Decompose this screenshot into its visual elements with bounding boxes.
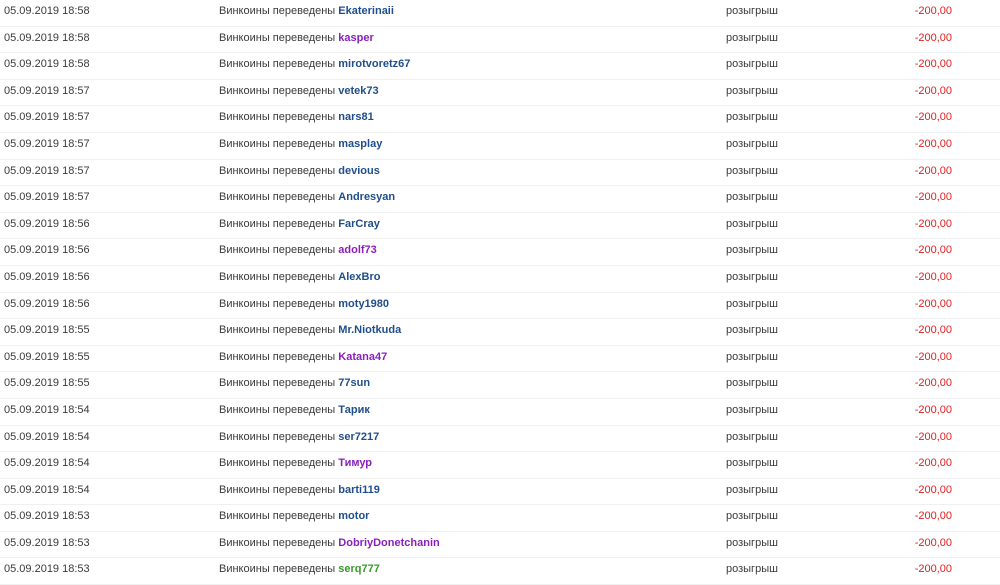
table-row <box>0 27 1000 54</box>
user-link[interactable]: Mr.Niotkuda <box>338 324 402 337</box>
transaction-amount: -200,00 <box>914 137 952 150</box>
table-row <box>0 505 1000 532</box>
user-link[interactable]: Ekaterinaii <box>338 5 394 17</box>
table-row <box>0 186 1000 213</box>
transaction-date: 05.09.2019 18:57 <box>4 191 90 204</box>
user-link[interactable]: moty1980 <box>338 297 390 310</box>
transaction-action: Винкоины переведены <box>219 137 336 150</box>
transaction-description <box>219 0 394 23</box>
user-link[interactable]: 77sun <box>338 377 371 390</box>
transaction-action: Винкоины переведены <box>219 350 336 363</box>
table-row <box>0 239 1000 266</box>
transaction-date: 05.09.2019 18:57 <box>4 164 90 177</box>
transaction-date: 05.09.2019 18:56 <box>4 244 90 257</box>
table-row <box>0 213 1000 240</box>
transaction-description <box>219 319 401 342</box>
transaction-date: 05.09.2019 18:54 <box>4 403 90 416</box>
transaction-amount: -200,00 <box>914 191 952 204</box>
transaction-date: 05.09.2019 18:55 <box>4 324 90 337</box>
transaction-description <box>219 452 372 475</box>
transaction-action: Винкоины переведены <box>219 563 336 576</box>
user-link[interactable]: nars81 <box>338 111 374 124</box>
table-row <box>0 399 1000 426</box>
transaction-action: Винкоины переведены <box>219 430 336 443</box>
user-link[interactable]: Тимур <box>338 457 373 470</box>
user-link[interactable]: mirotvoretz67 <box>338 58 411 71</box>
table-row <box>0 133 1000 160</box>
transaction-reason: розыгрыш <box>726 164 778 177</box>
transaction-amount: -200,00 <box>914 111 952 124</box>
transaction-reason: розыгрыш <box>726 191 778 204</box>
transaction-amount: -200,00 <box>914 403 952 416</box>
user-link[interactable]: vetek73 <box>338 84 379 97</box>
transaction-action: Винкоины переведены <box>219 270 336 283</box>
transaction-action: Винкоины переведены <box>219 84 336 97</box>
transaction-date: 05.09.2019 18:54 <box>4 430 90 443</box>
transaction-description <box>219 239 377 262</box>
transaction-reason: розыгрыш <box>726 5 778 17</box>
transaction-date: 05.09.2019 18:57 <box>4 84 90 97</box>
user-link[interactable]: Тарик <box>338 403 370 416</box>
user-link[interactable]: serq777 <box>338 563 380 576</box>
transaction-amount: -200,00 <box>914 217 952 230</box>
table-row <box>0 558 1000 585</box>
user-link[interactable]: masplay <box>338 137 383 150</box>
transaction-amount: -200,00 <box>914 377 952 390</box>
transaction-action: Винкоины переведены <box>219 191 336 204</box>
user-link[interactable]: Katana47 <box>338 350 388 363</box>
table-row <box>0 426 1000 453</box>
transaction-reason: розыгрыш <box>726 217 778 230</box>
transaction-amount: -200,00 <box>914 5 952 17</box>
table-row <box>0 160 1000 187</box>
transaction-amount: -200,00 <box>914 536 952 549</box>
transaction-action: Винкоины переведены <box>219 324 336 337</box>
transaction-date: 05.09.2019 18:57 <box>4 137 90 150</box>
transaction-reason: розыгрыш <box>726 457 778 470</box>
transaction-reason: розыгрыш <box>726 377 778 390</box>
table-row <box>0 106 1000 133</box>
transaction-date: 05.09.2019 18:58 <box>4 58 90 71</box>
transaction-description <box>219 532 440 555</box>
transaction-action: Винкоины переведены <box>219 457 336 470</box>
user-link[interactable]: Andresyan <box>338 191 396 204</box>
table-row <box>0 346 1000 373</box>
transaction-date: 05.09.2019 18:56 <box>4 217 90 230</box>
transaction-reason: розыгрыш <box>726 430 778 443</box>
transaction-reason: розыгрыш <box>726 350 778 363</box>
table-row <box>0 80 1000 107</box>
transaction-reason: розыгрыш <box>726 483 778 496</box>
transaction-amount: -200,00 <box>914 244 952 257</box>
transaction-action: Винкоины переведены <box>219 217 336 230</box>
transaction-date: 05.09.2019 18:55 <box>4 377 90 390</box>
transaction-date: 05.09.2019 18:56 <box>4 297 90 310</box>
transaction-amount: -200,00 <box>914 297 952 310</box>
transaction-amount: -200,00 <box>914 350 952 363</box>
transaction-date: 05.09.2019 18:54 <box>4 457 90 470</box>
user-link[interactable]: kasper <box>338 31 374 44</box>
table-row <box>0 319 1000 346</box>
transaction-action: Винкоины переведены <box>219 31 336 44</box>
transaction-action: Винкоины переведены <box>219 111 336 124</box>
table-row <box>0 293 1000 320</box>
transaction-action: Винкоины переведены <box>219 244 336 257</box>
transaction-description <box>219 479 380 502</box>
transaction-action: Винкоины переведены <box>219 297 336 310</box>
transaction-amount: -200,00 <box>914 563 952 576</box>
transaction-action: Винкоины переведены <box>219 58 336 71</box>
transaction-reason: розыгрыш <box>726 58 778 71</box>
transaction-description <box>219 558 380 581</box>
transaction-reason: розыгрыш <box>726 324 778 337</box>
user-link[interactable]: DobriyDonetchanin <box>338 536 440 549</box>
table-row <box>0 372 1000 399</box>
user-link[interactable]: ser7217 <box>338 430 380 443</box>
transaction-date: 05.09.2019 18:53 <box>4 510 90 523</box>
transaction-amount: -200,00 <box>914 270 952 283</box>
transaction-action: Винкоины переведены <box>219 536 336 549</box>
transaction-description <box>219 133 382 156</box>
user-link[interactable]: devious <box>338 164 380 177</box>
transaction-date: 05.09.2019 18:53 <box>4 536 90 549</box>
transaction-reason: розыгрыш <box>726 31 778 44</box>
transaction-action: Винкоины переведены <box>219 5 336 17</box>
transaction-date: 05.09.2019 18:55 <box>4 350 90 363</box>
transaction-action: Винкоины переведены <box>219 377 336 390</box>
transaction-reason: розыгрыш <box>726 563 778 576</box>
transaction-description <box>219 106 374 129</box>
user-link[interactable]: AlexBro <box>338 270 381 283</box>
transaction-amount: -200,00 <box>914 483 952 496</box>
user-link[interactable]: FarCray <box>338 217 380 230</box>
table-row <box>0 53 1000 80</box>
transaction-reason: розыгрыш <box>726 244 778 257</box>
transaction-amount: -200,00 <box>914 457 952 470</box>
user-link[interactable]: motor <box>338 510 370 523</box>
transaction-description <box>219 27 374 50</box>
transaction-description <box>219 160 380 183</box>
transaction-reason: розыгрыш <box>726 270 778 283</box>
transaction-amount: -200,00 <box>914 84 952 97</box>
transaction-date: 05.09.2019 18:54 <box>4 483 90 496</box>
transaction-description <box>219 80 379 103</box>
transaction-date: 05.09.2019 18:57 <box>4 111 90 124</box>
transaction-description <box>219 346 387 369</box>
transaction-amount: -200,00 <box>914 430 952 443</box>
transaction-date: 05.09.2019 18:58 <box>4 5 90 17</box>
transaction-date: 05.09.2019 18:56 <box>4 270 90 283</box>
table-row <box>0 266 1000 293</box>
transaction-description <box>219 53 410 76</box>
transaction-reason: розыгрыш <box>726 84 778 97</box>
transaction-action: Винкоины переведены <box>219 403 336 416</box>
table-row <box>0 0 1000 27</box>
transaction-reason: розыгрыш <box>726 403 778 416</box>
transaction-reason: розыгрыш <box>726 510 778 523</box>
transaction-amount: -200,00 <box>914 31 952 44</box>
transaction-reason: розыгрыш <box>726 536 778 549</box>
transaction-description <box>219 293 389 316</box>
transaction-action: Винкоины переведены <box>219 510 336 523</box>
transaction-date: 05.09.2019 18:53 <box>4 563 90 576</box>
transaction-reason: розыгрыш <box>726 137 778 150</box>
transaction-description <box>219 186 395 209</box>
transaction-description <box>219 372 370 395</box>
transaction-date: 05.09.2019 18:58 <box>4 31 90 44</box>
transaction-description <box>219 399 370 422</box>
transaction-reason: розыгрыш <box>726 111 778 124</box>
transaction-description <box>219 505 369 528</box>
transaction-action: Винкоины переведены <box>219 483 336 496</box>
transaction-description <box>219 266 380 289</box>
transaction-reason: розыгрыш <box>726 297 778 310</box>
user-link[interactable]: barti119 <box>338 483 380 496</box>
transaction-action: Винкоины переведены <box>219 164 336 177</box>
transaction-description <box>219 213 380 236</box>
transaction-amount: -200,00 <box>914 510 952 523</box>
user-link[interactable]: adolf73 <box>338 244 377 257</box>
table-row <box>0 532 1000 559</box>
transaction-amount: -200,00 <box>914 58 952 71</box>
transaction-amount: -200,00 <box>914 164 952 177</box>
transaction-description <box>219 426 379 449</box>
transaction-amount: -200,00 <box>914 324 952 337</box>
table-row <box>0 452 1000 479</box>
table-row <box>0 479 1000 506</box>
